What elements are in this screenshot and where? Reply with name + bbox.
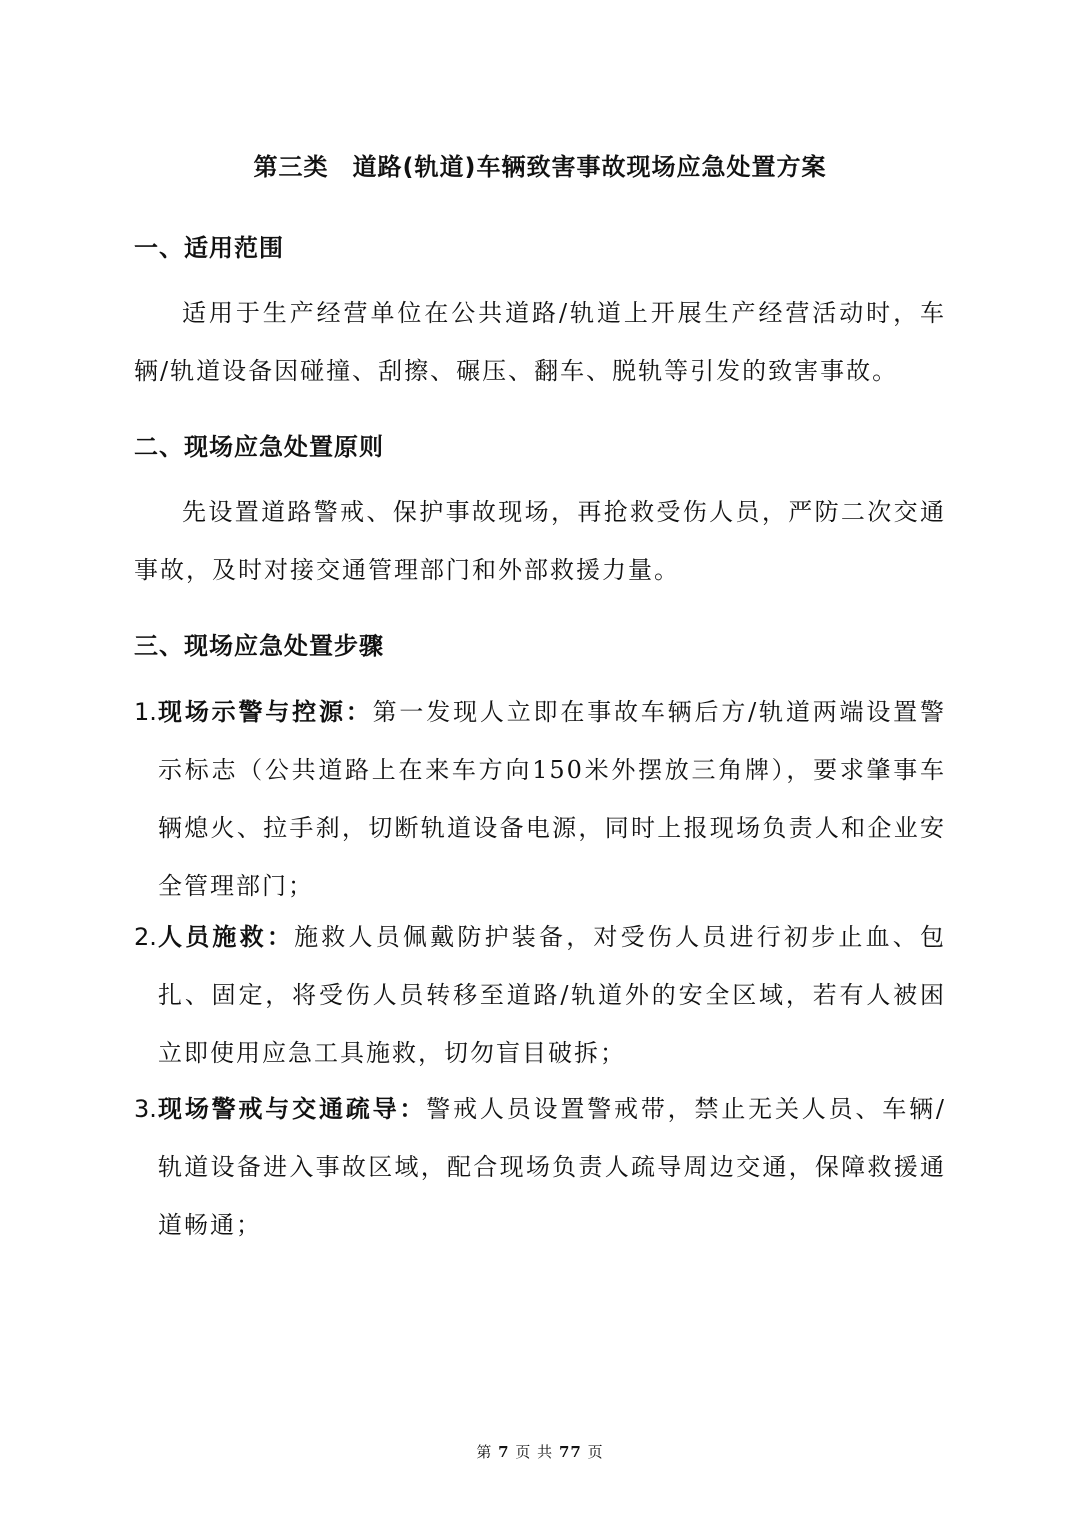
step-text: 第一发现人立即在事故车辆后方/轨道两端设置警示标志（公共道路上在来车方向150米外摆放三角牌），要求肇事车辆熄火、拉手刹，切断轨道设备电源，同时上报现场负责人和企业安全管理部门； (158, 698, 947, 900)
footer-suffix: 页 (587, 1443, 604, 1461)
footer-middle: 页 共 (515, 1443, 554, 1461)
step-item (134, 1080, 946, 1254)
total-page-count: 77 (558, 1443, 582, 1461)
step-lead: 现场警戒与交通疏导： (158, 1095, 427, 1123)
step-text: 警戒人员设置警戒带，禁止无关人员、车辆/轨道设备进入事故区域，配合现场负责人疏导周边交通，保障救援通道畅通； (158, 1095, 946, 1239)
step-body (158, 683, 946, 915)
step-text: 施救人员佩戴防护装备，对受伤人员进行初步止血、包扎、固定，将受伤人员转移至道路/轨道外的安全区域，若有人被困立即使用应急工具施救，切勿盲目破拆； (158, 923, 947, 1067)
step-lead: 人员施救： (158, 923, 295, 951)
section-heading-principles: 二、现场应急处置原则 (134, 433, 384, 461)
step-lead: 现场示警与控源： (158, 698, 373, 726)
step-item (134, 683, 946, 915)
document-title (0, 143, 1080, 191)
section-heading-steps: 三、现场应急处置步骤 (134, 632, 384, 660)
current-page-number: 7 (498, 1443, 510, 1461)
page-footer (0, 1440, 1080, 1464)
section-heading-scope: 一、适用范围 (134, 234, 284, 262)
step-number: 3. (134, 1095, 157, 1123)
footer-prefix: 第 (476, 1443, 493, 1461)
step-item (134, 908, 946, 1082)
section-paragraph-scope: 适用于生产经营单位在公共道路/轨道上开展生产经营活动时，车辆/轨道设备因碰撞、刮擦、碾压、翻车、脱轨等引发的致害事故。 (134, 299, 946, 385)
step-number: 2. (134, 923, 157, 951)
step-body (158, 1080, 946, 1254)
title-text: 道路(轨道)车辆致害事故现场应急处置方案 (352, 153, 827, 181)
step-body (158, 908, 946, 1082)
section-paragraph-principles: 先设置道路警戒、保护事故现场，再抢救受伤人员，严防二次交通事故，及时对接交通管理部门和外部救援力量。 (134, 498, 946, 584)
step-number: 1. (134, 698, 157, 726)
title-category: 第三类 (253, 153, 329, 181)
